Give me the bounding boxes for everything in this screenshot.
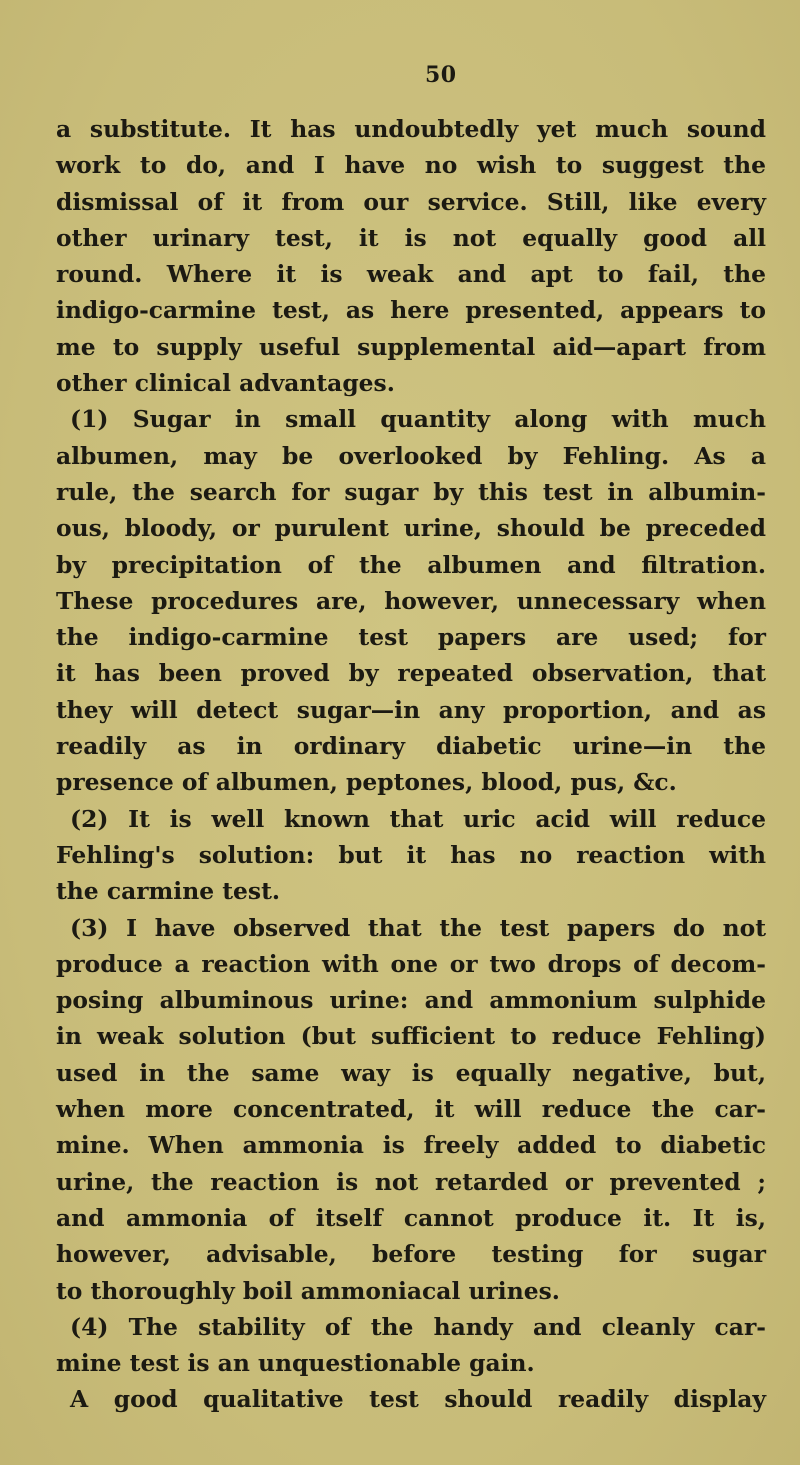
text-line: mine test is an unquestionable gain. xyxy=(56,1349,535,1378)
text-line: round. Where it is weak and apt to fail, the xyxy=(56,260,766,289)
text-line: readily as in ordinary diabetic urine—in the xyxy=(56,732,766,761)
text-line: a substitute. It has undoubtedly yet much sound xyxy=(56,115,766,143)
text-line: and ammonia of itself cannot produce it. It is, xyxy=(56,1203,766,1232)
text-line: produce a reaction with one or two drops of decom- xyxy=(56,949,766,978)
text-line: urine, the reaction is not retarded or prevented ; xyxy=(56,1167,766,1196)
text-line: posing albuminous urine: and ammonium sulphide xyxy=(56,986,766,1015)
text-line: (1) Sugar in small quantity along with much xyxy=(70,405,766,434)
text-line: they will detect sugar—in any proportion, and as xyxy=(56,695,766,724)
text-line: dismissal of it from our service. Still, like every xyxy=(56,187,766,216)
text-line: however, advisable, before testing for sugar xyxy=(56,1240,766,1269)
text-line: rule, the search for sugar by this test in albumin- xyxy=(56,477,766,506)
text-line: by precipitation of the albumen and filtration. xyxy=(56,550,766,579)
text-line: (3) I have observed that the test papers do not xyxy=(70,913,766,942)
page-number: 50 xyxy=(425,62,457,88)
text-line: in weak solution (but sufficient to reduce Fehling) xyxy=(56,1022,766,1051)
text-line: presence of albumen, peptones, blood, pus, &c. xyxy=(56,768,677,797)
text-line: the carmine test. xyxy=(56,877,281,906)
text-line: other urinary test, it is not equally good all xyxy=(56,223,766,252)
text-line: Fehling's solution: but it has no reaction with xyxy=(56,840,766,869)
text-line: (4) The stability of the handy and cleanly car- xyxy=(70,1312,766,1341)
text-line: it has been proved by repeated observation, that xyxy=(56,659,766,688)
text-line: other clinical advantages. xyxy=(56,369,395,398)
text-line: to thoroughly boil ammoniacal urines. xyxy=(56,1276,560,1305)
text-line: mine. When ammonia is freely added to diabetic xyxy=(56,1131,766,1160)
body-text xyxy=(56,111,766,1418)
text-line: when more concentrated, it will reduce the car- xyxy=(56,1095,766,1124)
text-line: work to do, and I have no wish to suggest the xyxy=(56,151,766,180)
text-line: indigo-carmine test, as here presented, appears to xyxy=(56,296,766,325)
text-line: ous, bloody, or purulent urine, should be preceded xyxy=(56,514,766,543)
text-line: albumen, may be overlooked by Fehling. As a xyxy=(56,441,766,470)
text-line: me to supply useful supplemental aid—apart from xyxy=(56,332,766,361)
text-line: used in the same way is equally negative, but, xyxy=(56,1058,766,1087)
text-line: (2) It is well known that uric acid will reduce xyxy=(70,804,766,833)
text-line: the indigo-carmine test papers are used; for xyxy=(56,623,766,652)
text-line: These procedures are, however, unnecessary when xyxy=(56,586,766,615)
text-line: A good qualitative test should readily display xyxy=(70,1385,766,1414)
